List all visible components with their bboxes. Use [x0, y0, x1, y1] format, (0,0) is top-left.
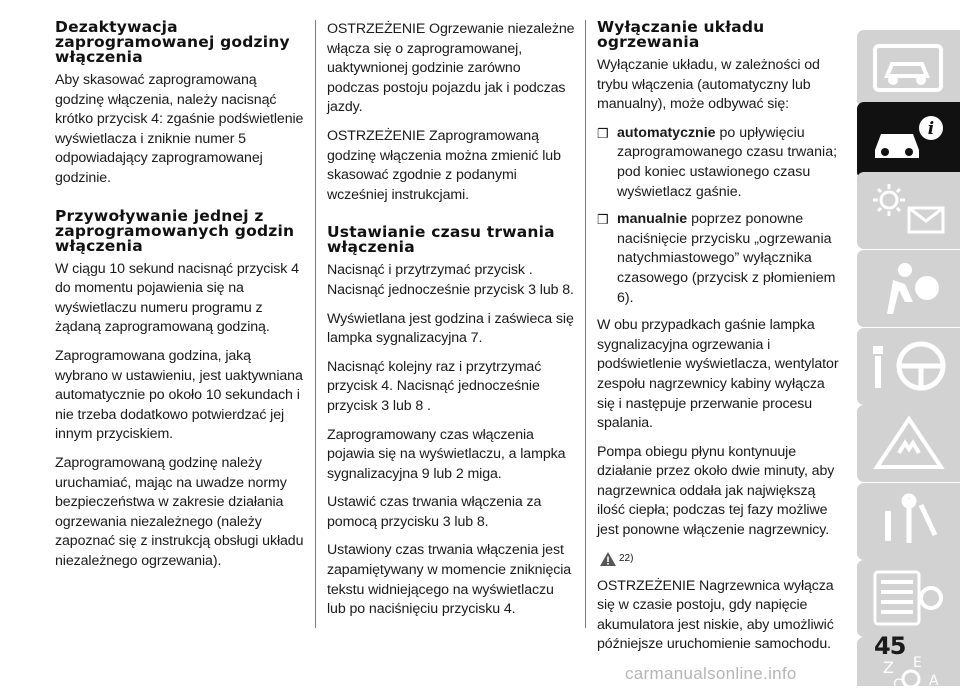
paragraph: Wyłączanie układu, w zależności od trybu włączenia (automatyczny lub manualny), może odbywać się: — [597, 57, 820, 113]
checkbox-bullet-icon: ❒ — [597, 125, 609, 141]
column-divider — [585, 20, 586, 628]
paragraph: Nacisnąć kolejny raz i przytrzymać przycisk 4. Nacisnąć jednocześnie przycisk 3 lub 8 . — [327, 358, 542, 414]
heading-switch-off: Wyłączanie układu ogrzewania — [597, 18, 765, 51]
bullet-text — [617, 124, 843, 202]
column-divider — [315, 20, 316, 628]
paragraph: Ustawić czas trwania włączenia za pomocą przycisku 3 lub 8. — [327, 494, 542, 530]
svg-text:C: C — [893, 677, 903, 691]
paragraph: Zaprogramowany czas włączenia pojawia się na wyświetlaczu, a lampka sygnalizacyjna 9 lub 2 miga. — [327, 426, 566, 482]
bullet-term: manualnie — [617, 211, 688, 228]
heading-deactivation: Dezaktywacja zaprogramowanej godziny włączenia — [55, 18, 290, 66]
tab-know-your-car[interactable] — [857, 102, 960, 179]
warning-paragraph: OSTRZEŻENIE Ogrzewanie niezależne włącza się o zaprogramowanej, uaktywnionej godzinie zarówno podczas postoju pojazdu jak i podczas jazdy. — [327, 21, 575, 116]
svg-text:i: i — [927, 119, 935, 139]
warning-reference-number: 22) — [619, 553, 634, 565]
bullet-item-manual — [597, 210, 843, 308]
car-dashboard-icon — [869, 38, 949, 98]
column-1 — [55, 20, 305, 580]
warning-triangle-icon — [599, 551, 617, 567]
bullet-term: automatycznie — [617, 124, 716, 141]
warning-reference — [599, 551, 843, 567]
bullet-description: po upływięciu zaprogramowanego czasu trwania; pod koniec ustawionego czasu wyświetlacz gaśnie. — [617, 124, 838, 200]
paragraph: Ustawiony czas trwania włączenia jest zapamiętywany w momencie zniknięcia tekstu widniejącego na wyświetlaczu lub po naciśnięciu przycisku 4. — [327, 542, 572, 618]
airbag-safety-icon — [869, 258, 949, 318]
column-3 — [597, 20, 843, 664]
wrench-maintenance-icon — [869, 491, 949, 551]
warning-paragraph: OSTRZEŻENIE Nagrzewnica wyłącza się w czasie postoju, gdy napięcie akumulatora jest niskie, aby umożliwić późniejsze uruchomienie samochodu. — [597, 577, 834, 653]
paragraph: Aby skasować zaprogramowaną godzinę włączenia, należy nacisnąć krótko przycisk 4: zgaśnie podświetlenie wyświetlacza i zniknie numer 5 odpowiadający zaprogramowanej godzinie. — [55, 72, 304, 186]
paragraph: Zaprogramowana godzina, jaką wybrano w ustawieniu, jest uaktywniana automatycznie po około 10 sekundach i nie trzeba dodatkowo potwierdzać jej innym przyciskiem. — [55, 347, 303, 443]
bullet-item-automatic — [597, 124, 843, 202]
bullet-text — [617, 210, 843, 308]
tab-starting-driving[interactable] — [857, 328, 960, 405]
paragraph: W obu przypadkach gaśnie lampka sygnalizacyjna ogrzewania i podświetlenie wyświetlacza, wentylator zespołu nagrzewnicy kabiny wyłącza się i następuje przerwanie procesu spalania. — [597, 317, 839, 432]
column-2 — [327, 20, 575, 629]
paragraph: W ciągu 10 sekund nacisnąć przycisk 4 do momentu pojawienia się na wyświetlaczu numeru programu z żądaną zaprogramowaną godziną. — [55, 260, 299, 336]
steering-wheel-icon — [869, 336, 949, 396]
car-info-icon — [869, 110, 949, 170]
tab-index[interactable] — [857, 637, 960, 691]
tab-warning-lights[interactable] — [857, 172, 960, 249]
page-number: 45 — [874, 632, 906, 660]
warning-lights-icon — [869, 180, 949, 240]
paragraph: Wyświetlana jest godzina i zaświeca się lampka sygnalizacyjna 7. — [327, 310, 574, 347]
tab-emergency[interactable] — [857, 405, 960, 482]
heading-duration-setting: Ustawianie czasu trwania włączenia — [327, 223, 555, 257]
svg-text:A: A — [929, 673, 939, 689]
checkbox-bullet-icon: ❒ — [597, 212, 609, 228]
heading-recall-program: Przywoływanie jednej z zaprogramowanych godzin włączenia — [55, 206, 295, 255]
tab-maintenance[interactable] — [857, 483, 960, 560]
specifications-list-icon — [869, 568, 949, 628]
tab-safety[interactable] — [857, 250, 960, 327]
bullet-description: poprzez ponowne naciśnięcie przycisku „ogrzewania natychmiastowego” wyłącznika czasowego (przycisk z płomieniem 6). — [617, 211, 836, 306]
svg-text:E: E — [913, 655, 922, 671]
paragraph: Pompa obiegu płynu kontynuuje działanie przez około dwie minuty, aby nagrzewnica oddała jak największą ilość ciepła; podczas tej fazy możliwe jest ponowne włączenie nagrzewnicy. — [597, 443, 835, 539]
tab-technical-data[interactable] — [857, 560, 960, 637]
watermark-text: carmanualsonline.info — [625, 664, 797, 683]
paragraph: Nacisnąć i przytrzymać przycisk . Nacisnąć jednocześnie przycisk 3 lub 8. — [327, 262, 574, 298]
tab-dashboard[interactable] — [857, 30, 960, 107]
emergency-triangle-icon — [869, 413, 949, 473]
warning-paragraph: OSTRZEŻENIE Zaprogramowaną godzinę włączenia można zmienić lub skasować zgodnie z podanymi wcześniej instrukcjami. — [327, 127, 561, 203]
paragraph: Zaprogramowaną godzinę należy uruchamiać, mając na uwadze normy bezpieczeństwa w zakresie działania ogrzewania niezależnego (należy zapoznać się z instrukcją obsługi układu niezależnego ogrzewania). — [55, 454, 304, 569]
svg-text:Z: Z — [883, 658, 894, 677]
